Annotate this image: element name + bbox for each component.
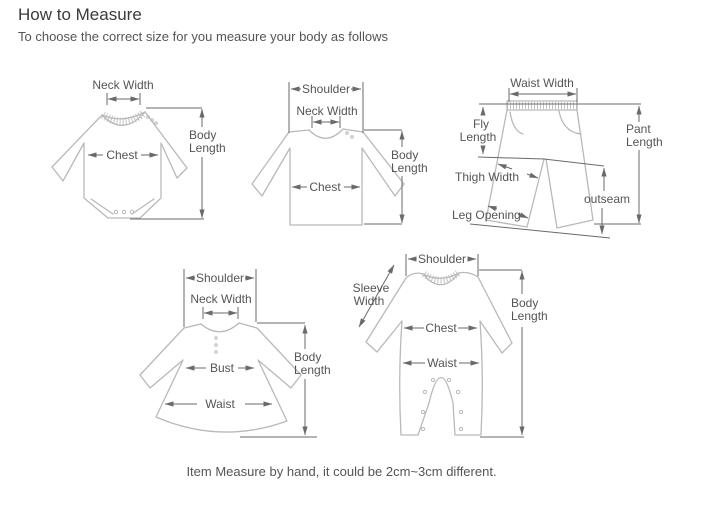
bodysuit-neck-width-label: Neck Width — [92, 78, 154, 92]
romper-chest-label: Chest — [425, 321, 457, 335]
shirt-outline — [252, 129, 404, 225]
pants-outseam-label: outseam — [584, 192, 631, 206]
pants-fly-length-label-2: Length — [459, 130, 497, 144]
dress-waist-label: Waist — [205, 397, 235, 411]
bodysuit-length-connectors — [130, 108, 204, 219]
shirt-collar — [309, 129, 343, 138]
romper-diagram — [353, 252, 548, 437]
dress-bust-label: Bust — [209, 361, 235, 375]
shirt-neck-width-label: Neck Width — [296, 104, 358, 118]
shirt-body-length-label-2: Length — [391, 161, 428, 175]
romper-body-length-label-1: Body — [511, 296, 539, 310]
pants-diagram — [452, 76, 663, 238]
pants-waist-ticks — [509, 88, 577, 102]
dress-collar — [201, 323, 239, 332]
romper-snaps — [421, 378, 462, 430]
romper-body-length-label-2: Length — [511, 309, 548, 323]
pants-waist-width-label: Waist Width — [510, 76, 574, 90]
bodysuit-outline — [52, 112, 187, 218]
shirt-length-connectors — [364, 130, 402, 224]
bodysuit-chest-label: Chest — [106, 148, 138, 162]
romper-sleeve-width-label-2: Width — [353, 294, 385, 308]
romper-sleeve-width-label-1: Sleeve — [352, 281, 390, 295]
dress-body-length-label-1: Body — [294, 350, 322, 364]
pants-fly-length-label-1: Fly — [473, 117, 489, 131]
romper-neckline — [406, 273, 478, 279]
pants-thigh-arrow-right — [527, 174, 538, 178]
page-title: How to Measure — [18, 5, 142, 24]
romper-waist-label: Waist — [427, 356, 457, 370]
bodysuit-crotch-snaps — [114, 210, 133, 213]
pants-leg-opening-label: Leg Opening — [452, 208, 521, 222]
shirt-shoulder-label: Shoulder — [301, 82, 351, 96]
shirt-diagram — [252, 82, 428, 225]
pants-waistband — [507, 101, 577, 110]
shirt-body-length-label-1: Body — [391, 148, 419, 162]
dress-diagram — [140, 269, 331, 437]
pants-bottom-line — [470, 224, 610, 238]
bodysuit-body-length-label-1: Body — [189, 128, 217, 142]
dress-body-length-label-2: Length — [294, 363, 331, 377]
romper-shoulder-label: Shoulder — [417, 252, 467, 266]
dress-outline — [140, 323, 301, 432]
dress-front-buttons — [215, 337, 217, 353]
bodysuit-body-length-label-2: Length — [189, 141, 226, 155]
measure-disclaimer: Item Measure by hand, it could be 2cm~3cm different. — [186, 464, 497, 479]
bodysuit-diagram — [52, 78, 226, 219]
pants-pockets — [510, 111, 581, 134]
page-subtitle: To choose the correct size for you measure your body as follows — [18, 29, 388, 44]
dress-shoulder-label: Shoulder — [195, 271, 245, 285]
shirt-chest-label: Chest — [309, 180, 341, 194]
pants-length-label-2: Length — [626, 135, 663, 149]
pants-length-label-1: Pant — [626, 122, 651, 136]
pants-thigh-arrow-left — [498, 164, 512, 169]
dress-neck-width-label: Neck Width — [190, 292, 252, 306]
pants-thigh-width-label: Thigh Width — [455, 170, 520, 184]
shirt-shoulder-buttons — [346, 132, 354, 139]
